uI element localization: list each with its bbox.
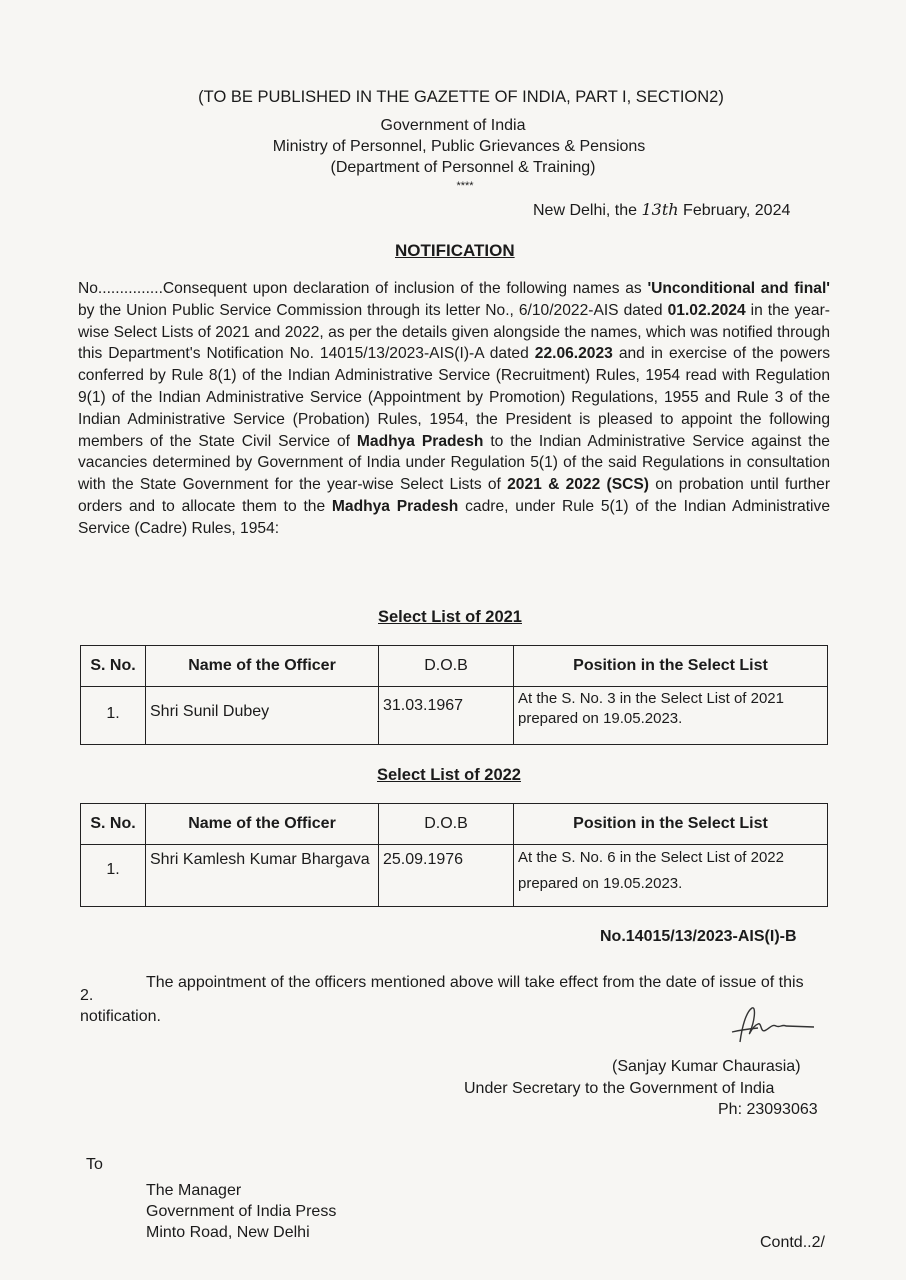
body-bold-3: 22.06.2023: [534, 345, 613, 363]
select-list-2022-table: [80, 803, 828, 907]
col-position: Position in the Select List: [514, 804, 828, 845]
body-text-3: in the year-wise Select Lists of 2021 and 2022, as per the details given alongside the names, which was notified through this Department's Notification No. 14015/13/2023-AIS(I)-A dated: [78, 301, 830, 363]
recipient-line-3: Minto Road, New Delhi: [146, 1224, 310, 1241]
recipient-line-1: The Manager: [146, 1182, 242, 1199]
select-list-2021-heading: Select List of 2021: [378, 608, 522, 626]
cell-sno: 1.: [81, 687, 146, 745]
select-list-2021-table: [80, 645, 828, 745]
signatory-name: (Sanjay Kumar Chaurasia): [612, 1058, 801, 1075]
cell-position: At the S. No. 6 in the Select List of 2022 prepared on 19.05.2023.: [514, 845, 828, 907]
table-header-row: [81, 646, 828, 687]
body-text-2: by the Union Public Service Commission through its letter No., 6/10/2022-AIS dated: [78, 301, 668, 319]
government-line: Government of India: [380, 117, 526, 134]
date-suffix: February, 2024: [683, 202, 791, 219]
table-header-row: [81, 804, 828, 845]
body-text-1: No...............Consequent upon declaration of inclusion of the following names as: [78, 280, 648, 297]
body-bold-6: Madhya Pradesh: [331, 497, 459, 515]
signatory-phone: Ph: 23093063: [718, 1101, 818, 1118]
col-sno: S. No.: [81, 804, 146, 845]
table-row: [81, 845, 828, 907]
table-row: [81, 687, 828, 745]
to-label: To: [86, 1156, 103, 1173]
body-bold-5: 2021 & 2022 (SCS): [507, 476, 649, 494]
date-line: [533, 200, 790, 220]
recipient-line-2: Government of India Press: [146, 1203, 337, 1220]
body-text-7: cadre, under Rule 5(1) of the Indian Administrative Service (Cadre) Rules, 1954:: [78, 497, 830, 537]
body-text-4: and in exercise of the powers conferred by Rule 8(1) of the Indian Administrative Service (Recruitment) Rules, 1954 read with Regulation 9(1) of the Indian Administrative Service (Appointment by Promotion) Regulations, 1955 and Rule 3 of the Indian Administrative Service (Probation) Rules, 1954, the President is pleased to appoint the following members of the State Civil Service of: [78, 345, 830, 450]
col-dob: D.O.B: [379, 646, 514, 687]
signature-image: [722, 1002, 822, 1052]
col-name: Name of the Officer: [146, 646, 379, 687]
file-number: No.14015/13/2023-AIS(I)-B: [600, 928, 797, 945]
col-name: Name of the Officer: [146, 804, 379, 845]
cell-name: Shri Sunil Dubey: [146, 687, 379, 745]
body-text-6: on probation until further orders and to allocate them to the: [78, 476, 831, 515]
date-prefix: New Delhi, the: [533, 202, 638, 219]
stars-separator: ****: [456, 180, 474, 192]
col-sno: S. No.: [81, 646, 146, 687]
main-paragraph: [78, 278, 830, 540]
signatory-designation: Under Secretary to the Government of India: [464, 1080, 775, 1097]
select-list-2022-heading: Select List of 2022: [377, 766, 521, 784]
cell-dob: 25.09.1976: [379, 845, 514, 907]
col-position: Position in the Select List: [514, 646, 828, 687]
gazette-line: (TO BE PUBLISHED IN THE GAZETTE OF INDIA, PART I, SECTION2): [198, 88, 724, 106]
continued-marker: Contd..2/: [760, 1234, 825, 1251]
body-bold-2: 01.02.2024: [667, 301, 746, 319]
body-text-5: to the Indian Administrative Service against the vacancies determined by Government of India under Regulation 5(1) of the said Regulations in consultation with the State Government for the year-wise Select Lists of: [78, 432, 830, 494]
body-bold-1: 'Unconditional and final': [647, 280, 831, 297]
cell-dob: 31.03.1967: [379, 687, 514, 745]
cell-sno: 1.: [81, 845, 146, 907]
col-dob: D.O.B: [379, 804, 514, 845]
notification-title: NOTIFICATION: [395, 241, 515, 260]
cell-position: At the S. No. 3 in the Select List of 2021 prepared on 19.05.2023.: [514, 687, 828, 745]
cell-name: Shri Kamlesh Kumar Bhargava: [146, 845, 379, 907]
para2-number: 2.: [80, 987, 94, 1004]
department-line: (Department of Personnel & Training): [330, 159, 596, 176]
para2-text: The appointment of the officers mentioned above will take effect from the date of issue of this notification.: [80, 974, 804, 1025]
body-bold-4: Madhya Pradesh: [356, 432, 484, 450]
date-day: 13th: [641, 200, 679, 219]
ministry-line: Ministry of Personnel, Public Grievances & Pensions: [272, 138, 646, 155]
